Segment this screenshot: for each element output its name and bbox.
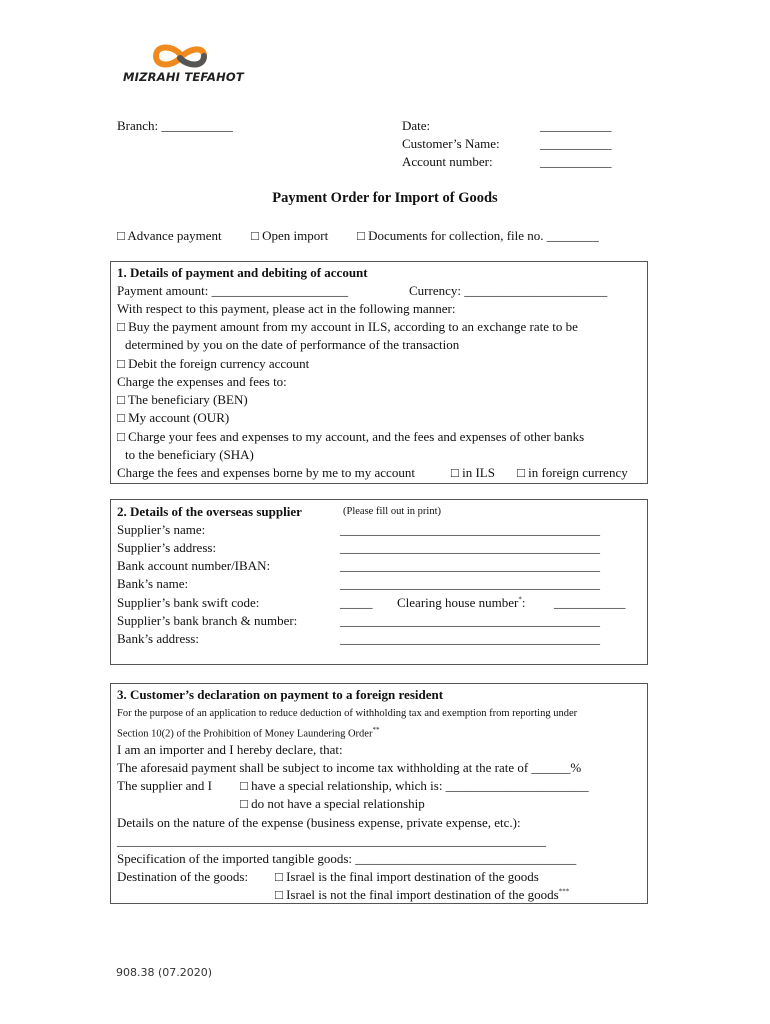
bank-address-blank[interactable]: ________________________________________ (340, 631, 600, 646)
charge-expenses-label: Charge the expenses and fees to: (117, 374, 287, 389)
purpose-text-line2 (117, 726, 379, 740)
branch-blank[interactable]: ___________ (161, 118, 233, 133)
page-title: Payment Order for Import of Goods (272, 190, 498, 206)
date-blank[interactable]: ___________ (540, 118, 612, 133)
documents-collection-checkbox[interactable]: □ Documents for collection, file no. ________ (357, 228, 599, 243)
buy-ils-continuation: determined by you on the date of performance of the transaction (125, 337, 460, 352)
currency-field[interactable]: Currency: ______________________ (409, 283, 608, 298)
bank-name-blank[interactable]: ________________________________________ (340, 576, 600, 591)
section-1-heading: 1. Details of payment and debiting of account (117, 265, 368, 280)
final-destination-checkbox[interactable]: □ Israel is the final import destination of the goods (275, 869, 539, 884)
not-final-destination-text: □ Israel is not the final import destination of the goods (275, 887, 559, 902)
sha-continuation: to the beneficiary (SHA) (125, 447, 254, 462)
branch-label: Branch: (117, 118, 159, 133)
section-3-box (110, 683, 648, 904)
not-final-destination-checkbox[interactable] (275, 887, 569, 903)
not-final-mark: *** (558, 887, 570, 896)
importer-declaration: I am an importer and I hereby declare, that: (117, 742, 343, 757)
iban-label: Bank account number/IBAN: (117, 558, 271, 573)
clearing-house-blank[interactable]: ___________ (554, 595, 626, 610)
clearing-house-mark: * (518, 595, 522, 604)
in-foreign-currency-checkbox[interactable]: □ in foreign currency (517, 465, 628, 480)
supplier-name-blank[interactable]: ________________________________________ (340, 522, 600, 537)
customer-name-label: Customer’s Name: (402, 136, 500, 151)
account-number-label: Account number: (402, 154, 493, 169)
purpose-text-line2-text: Section 10(2) of the Prohibition of Money Laundering Order (117, 728, 373, 740)
form-number: 908.38 (07.2020) (116, 966, 213, 979)
clearing-house-colon: : (521, 595, 526, 610)
logo-text: MIZRAHI TEFAHOT (123, 70, 244, 84)
destination-label: Destination of the goods: (117, 869, 249, 884)
bank-name-label: Bank’s name: (117, 576, 189, 591)
expense-nature-label: Details on the nature of the expense (business expense, private expense, etc.): (117, 815, 521, 830)
payment-amount-field[interactable]: Payment amount: _____________________ (117, 283, 349, 298)
manner-text: With respect to this payment, please act in the following manner: (117, 301, 456, 316)
branch-field (117, 118, 233, 134)
withholding-rate-field[interactable]: The aforesaid payment shall be subject to income tax withholding at the rate of ______% (117, 760, 582, 775)
special-relationship-checkbox[interactable]: □ have a special relationship, which is: ______________________ (240, 778, 589, 793)
advance-payment-checkbox[interactable]: □ Advance payment (117, 228, 222, 243)
section-2-box (110, 499, 648, 665)
charge-borne-text: Charge the fees and expenses borne by me to my account (117, 465, 415, 480)
print-note: (Please fill out in print) (343, 506, 441, 517)
sha-checkbox[interactable]: □ Charge your fees and expenses to my account, and the fees and expenses of other banks (117, 429, 585, 444)
bank-branch-blank[interactable]: ________________________________________ (340, 613, 600, 628)
open-import-checkbox[interactable]: □ Open import (251, 228, 329, 243)
supplier-address-blank[interactable]: ________________________________________ (340, 540, 600, 555)
swift-blank[interactable]: _____ (340, 595, 373, 610)
buy-ils-checkbox[interactable]: □ Buy the payment amount from my account in ILS, according to an exchange rate to be (117, 319, 578, 334)
in-ils-checkbox[interactable]: □ in ILS (451, 465, 495, 480)
supplier-and-i-label: The supplier and I (117, 778, 212, 793)
ben-checkbox[interactable]: □ The beneficiary (BEN) (117, 392, 248, 407)
debit-foreign-checkbox[interactable]: □ Debit the foreign currency account (117, 356, 310, 371)
section-1-box (110, 261, 648, 484)
purpose-mark: ** (372, 726, 380, 734)
account-number-blank[interactable]: ___________ (540, 154, 612, 169)
supplier-name-label: Supplier’s name: (117, 522, 206, 537)
bank-address-label: Bank’s address: (117, 631, 199, 646)
customer-name-blank[interactable]: ___________ (540, 136, 612, 151)
our-checkbox[interactable]: □ My account (OUR) (117, 410, 230, 425)
swift-label: Supplier’s bank swift code: (117, 595, 260, 610)
bank-branch-label: Supplier’s bank branch & number: (117, 613, 298, 628)
purpose-text-line1: For the purpose of an application to reduce deduction of withholding tax and exemption from reporting under (117, 708, 578, 719)
supplier-address-label: Supplier’s address: (117, 540, 217, 555)
iban-blank[interactable]: ________________________________________ (340, 558, 600, 573)
date-label: Date: (402, 118, 431, 133)
section-3-heading: 3. Customer’s declaration on payment to a foreign resident (117, 687, 444, 702)
expense-nature-blank[interactable]: __________________________________________________________________ (117, 833, 546, 848)
clearing-house-text: Clearing house number (397, 595, 519, 610)
section-2-heading: 2. Details of the overseas supplier (117, 504, 302, 519)
no-special-relationship-checkbox[interactable]: □ do not have a special relationship (240, 796, 425, 811)
goods-specification-field[interactable]: Specification of the imported tangible goods: __________________________________ (117, 851, 577, 866)
clearing-house-label (397, 595, 525, 611)
